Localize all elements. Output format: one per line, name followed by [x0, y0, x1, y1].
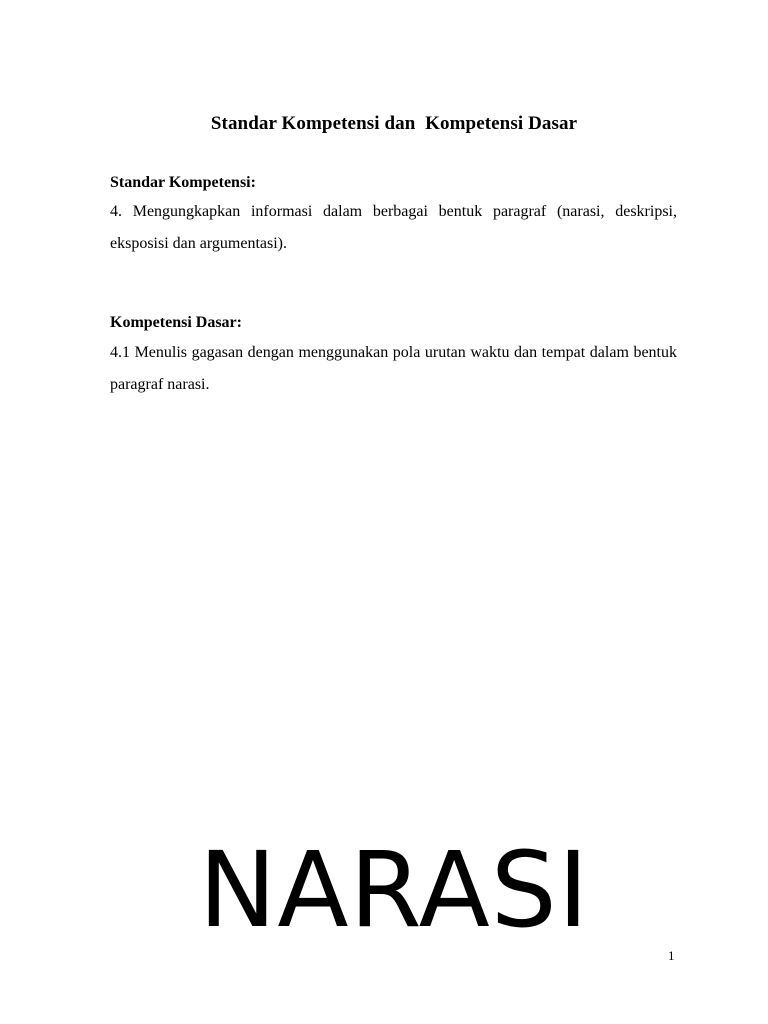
- standar-kompetensi-heading: Standar Kompetensi:: [110, 174, 256, 191]
- standar-kompetensi-body: 4. Mengungkapkan informasi dalam berbagai bentuk paragraf (narasi, deskripsi, eksposisi dan argumentasi).: [110, 203, 677, 252]
- page-title: Standar Kompetensi dan Kompetensi Dasar: [210, 113, 578, 134]
- page-number: 1: [668, 948, 675, 963]
- kompetensi-dasar-heading: Kompetensi Dasar:: [110, 314, 242, 331]
- big-word-narasi: NARASI: [198, 829, 590, 951]
- kompetensi-dasar-body: 4.1 Menulis gagasan dengan menggunakan pola urutan waktu dan tempat dalam bentuk paragraf narasi.: [110, 344, 677, 393]
